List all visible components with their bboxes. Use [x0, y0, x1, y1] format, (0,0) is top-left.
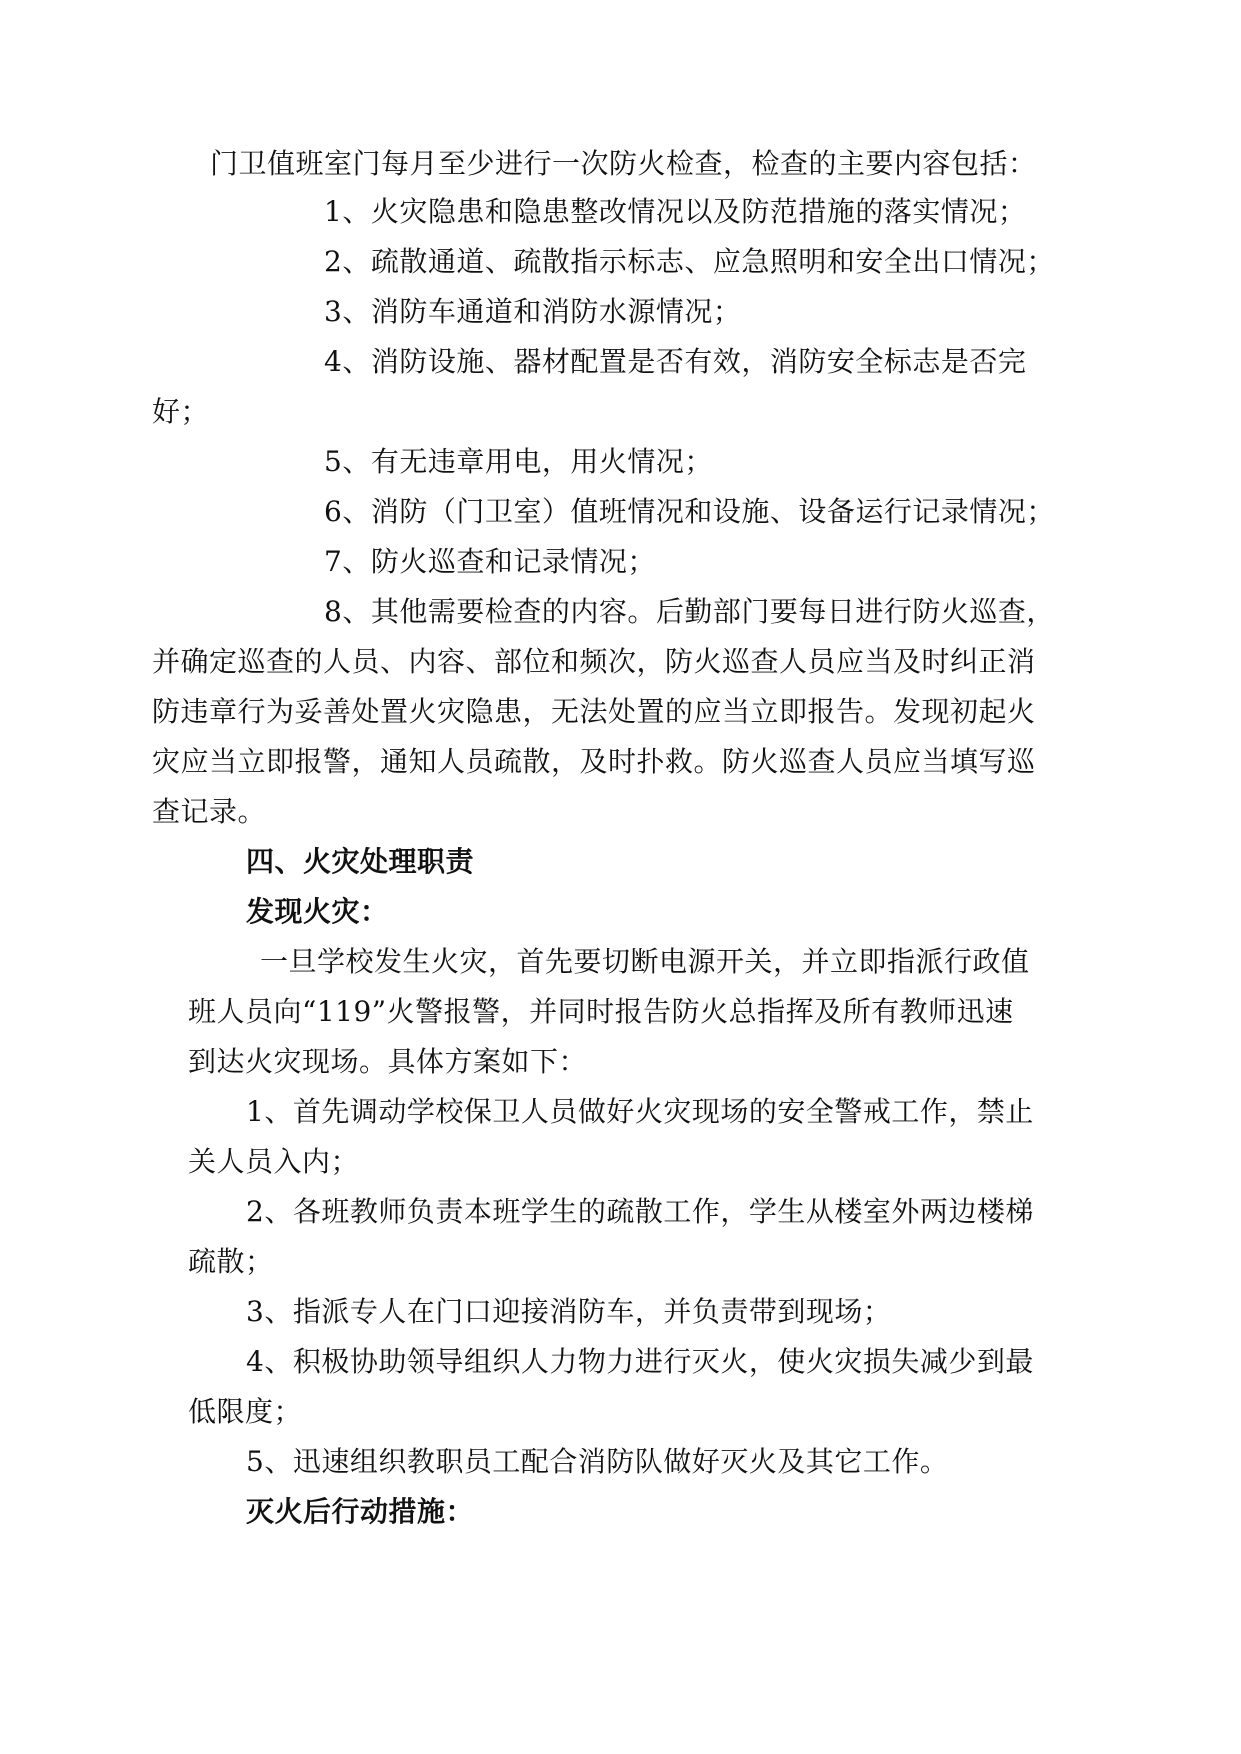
- inspection-item-7: 7、防火巡查和记录情况；: [324, 545, 656, 578]
- discover-line-2: 班人员向“119”火警报警，并同时报告防火总指挥及所有教师迅速: [188, 995, 1014, 1028]
- plan-item-4-cont: 低限度；: [188, 1395, 303, 1428]
- plan-item-4: 4、积极协助领导组织人力物力进行灭火，使火灾损失减少到最: [246, 1345, 1034, 1378]
- inspection-intro: 门卫值班室门每月至少进行一次防火检查，检查的主要内容包括：: [210, 147, 1037, 180]
- section-heading-fire-duties: 四、火灾处理职责: [246, 845, 475, 878]
- inspection-item-1: 1、火灾隐患和隐患整改情况以及防范措施的落实情况；: [324, 195, 1027, 228]
- inspection-item-2: 2、疏散通道、疏散指示标志、应急照明和安全出口情况；: [324, 245, 1055, 278]
- plan-item-5: 5、迅速组织教职员工配合消防队做好灭火及其它工作。: [246, 1445, 949, 1478]
- subheading-after-fire: 灭火后行动措施：: [246, 1495, 475, 1528]
- plan-item-1-cont: 关人员入内；: [188, 1145, 360, 1178]
- inspection-item-8-cont-4: 查记录。: [152, 795, 267, 828]
- inspection-item-5: 5、有无违章用电，用火情况；: [324, 445, 713, 478]
- plan-item-3: 3、指派专人在门口迎接消防车，并负责带到现场；: [246, 1295, 892, 1328]
- subheading-discover-fire: 发现火灾：: [246, 895, 389, 928]
- inspection-item-3: 3、消防车通道和消防水源情况；: [324, 295, 742, 328]
- plan-item-1: 1、首先调动学校保卫人员做好火灾现场的安全警戒工作，禁止: [246, 1095, 1034, 1128]
- discover-line-1: 一旦学校发生火灾，首先要切断电源开关，并立即指派行政值: [260, 945, 1030, 978]
- inspection-item-4-cont: 好；: [152, 395, 210, 428]
- plan-item-2-cont: 疏散；: [188, 1245, 274, 1278]
- inspection-item-8-cont-3: 灾应当立即报警，通知人员疏散，及时扑救。防火巡查人员应当填写巡: [152, 745, 1036, 778]
- inspection-item-8: 8、其他需要检查的内容。后勤部门要每日进行防火巡查，: [324, 595, 1055, 628]
- inspection-item-8-cont-1: 并确定巡查的人员、内容、部位和频次，防火巡查人员应当及时纠正消: [152, 645, 1036, 678]
- inspection-item-8-cont-2: 防违章行为妥善处置火灾隐患，无法处置的应当立即报告。发现初起火: [152, 695, 1036, 728]
- inspection-item-6: 6、消防（门卫室）值班情况和设施、设备运行记录情况；: [324, 495, 1055, 528]
- discover-line-3: 到达火灾现场。具体方案如下：: [188, 1045, 588, 1078]
- plan-item-2: 2、各班教师负责本班学生的疏散工作，学生从楼室外两边楼梯: [246, 1195, 1034, 1228]
- inspection-item-4: 4、消防设施、器材配置是否有效，消防安全标志是否完: [324, 345, 1027, 378]
